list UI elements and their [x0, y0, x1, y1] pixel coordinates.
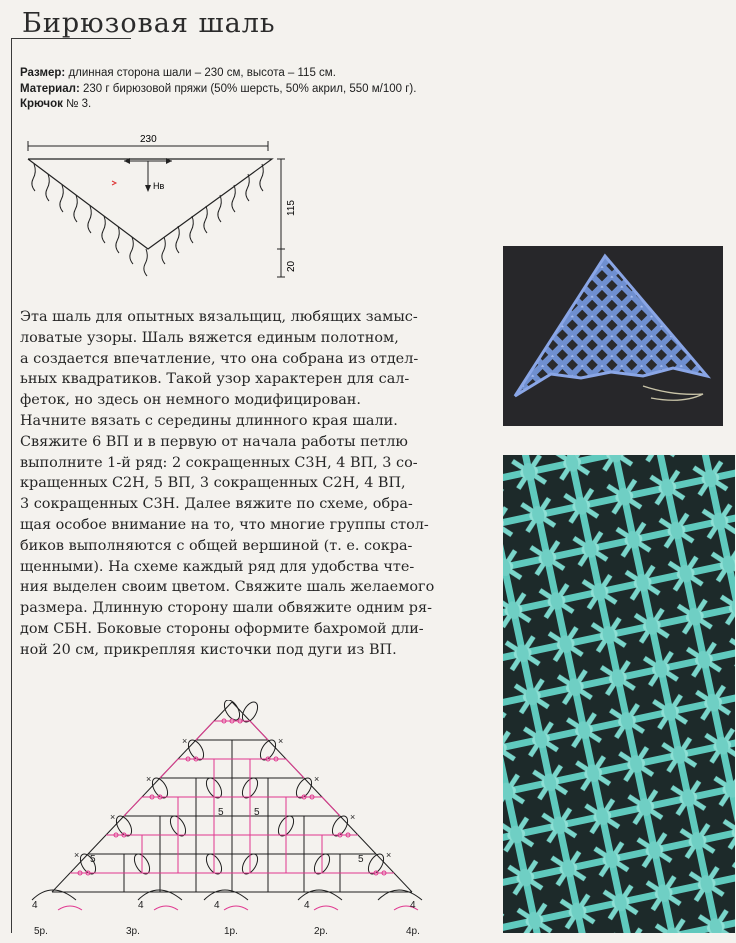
chain-count-label: 4 — [214, 900, 220, 911]
chain-count-label: 4 — [32, 900, 38, 911]
chain-count-label: 5 — [358, 854, 364, 865]
chart-black-rows — [32, 700, 422, 900]
page-margin-rule — [11, 38, 12, 933]
text-line: а создается впечатление, что она собрана из отдел- — [20, 350, 419, 367]
text-line: 3 сокращенных С3Н. Далее вяжите по схеме, обра- — [20, 496, 413, 513]
chain-count-label: 5 — [90, 854, 96, 865]
text-line: биков выполняются с общей вершиной (т. е. сокра- — [20, 537, 413, 554]
text-line: размера. Длинную сторону шали обвяжите одним ря- — [20, 600, 432, 617]
shawl-schematic — [18, 134, 303, 284]
text-line: дом СБН. Боковые стороны оформите бахромой дли- — [20, 620, 424, 637]
svg-text:×: × — [278, 736, 284, 746]
svg-text:×: × — [146, 774, 152, 784]
svg-text:×: × — [314, 774, 320, 784]
row-label-2: 2р. — [314, 926, 328, 937]
svg-text:×: × — [74, 850, 80, 860]
text-line: ния выделен своим цветом. Свяжите шаль желаемого — [20, 579, 435, 596]
chart-x-marks — [74, 736, 391, 860]
page-title: Бирюзовая шаль — [22, 8, 276, 39]
chain-count-label: 4 — [138, 900, 144, 911]
text-line: Свяжите 6 ВП и в первую от начала работы петлю — [20, 433, 408, 450]
text-line: ловатые узоры. Шаль вяжется единым полотном, — [20, 329, 399, 346]
svg-text:×: × — [182, 736, 188, 746]
text-line: кращенных С2Н, 5 ВП, 3 сокращенных С2Н, 4 ВП, — [20, 475, 406, 492]
text-line: феток, но здесь он немного модифицирован. — [20, 392, 361, 409]
crochet-chart — [18, 700, 473, 940]
chain-count-label: 4 — [410, 900, 416, 911]
width-label: 230 — [140, 134, 157, 145]
fringe-length-label: 20 — [286, 260, 297, 272]
text-line: щенными). На схеме каждый ряд для удобства чте- — [20, 558, 415, 575]
row-label-4: 4р. — [406, 926, 420, 937]
chain-count-label: 5 — [218, 807, 224, 818]
chain-count-label: 5 — [254, 807, 260, 818]
chain-count-label: 4 — [304, 900, 310, 911]
svg-text:×: × — [386, 850, 392, 860]
svg-text:×: × — [350, 812, 356, 822]
text-line: ной 20 см, прикрепляя кисточки под дуги из ВП. — [20, 641, 397, 658]
height-label: 115 — [286, 200, 297, 216]
spec-material: Материал: 230 г бирюзовой пряжи (50% шерсть, 50% акрил, 550 м/100 г). — [20, 82, 417, 95]
text-line: ьных квадратиков. Такой узор характерен для сал- — [20, 371, 410, 388]
row-label-3: 3р. — [126, 926, 140, 937]
row-label-1: 1р. — [224, 926, 238, 937]
text-line: Эта шаль для опытных вязальщиц, любящих замыс- — [20, 309, 418, 325]
specs-block — [20, 66, 416, 113]
start-marker-label: Нв — [153, 181, 165, 191]
swatch-photo — [503, 246, 723, 426]
spec-hook: Крючок № 3. — [20, 98, 92, 110]
row-label-5: 5р. — [34, 926, 48, 937]
text-line: щая особое внимание на то, что многие группы стол- — [20, 516, 429, 533]
stitch-closeup-photo — [503, 455, 735, 933]
text-line: выполните 1-й ряд: 2 сокращенных С3Н, 4 ВП, 3 со- — [20, 454, 418, 471]
instructions-text — [20, 307, 490, 661]
shawl-outline — [28, 159, 272, 249]
start-arrow — [112, 181, 116, 185]
svg-text:×: × — [110, 812, 116, 822]
spec-size: Размер: длинная сторона шали – 230 см, высота – 115 см. — [20, 67, 336, 79]
text-line: Начните вязать с середины длинного края шали. — [20, 412, 398, 429]
